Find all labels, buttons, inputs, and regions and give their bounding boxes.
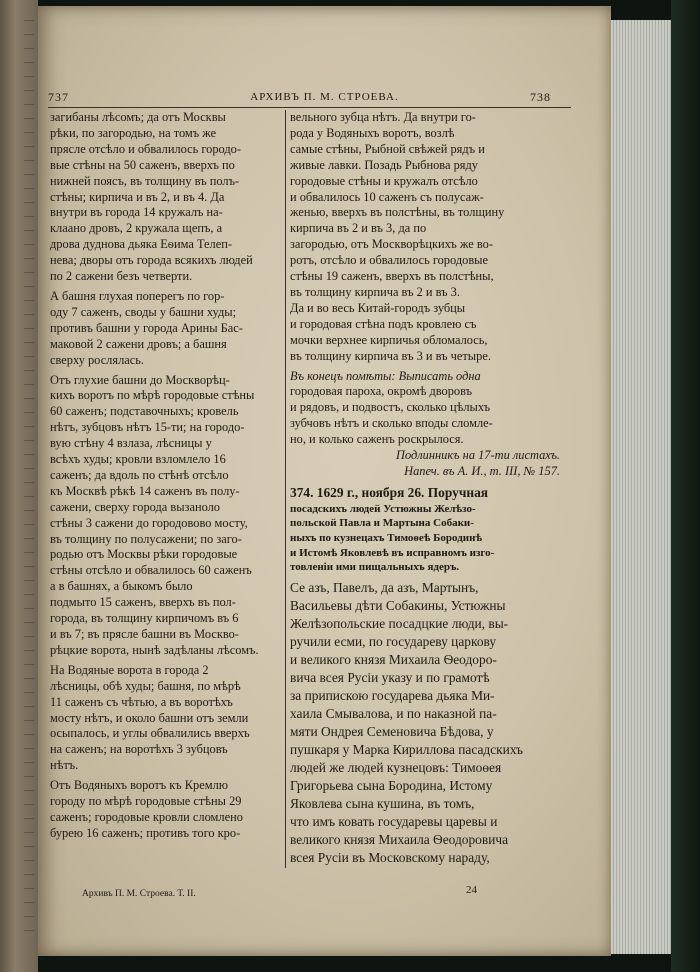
text-line: Въ конецъ помѣты: Выписать одна (290, 368, 481, 383)
text-line: Желѣзопольские посадцкие люди, вы- (290, 615, 509, 631)
text-line: 374. 1629 г., ноября 26. Поручная (290, 484, 489, 500)
text-line: маковой 2 сажени дровъ; а башня (50, 336, 227, 351)
text-line: и великого князя Михаила Ѳеодоро- (290, 651, 497, 667)
footer-signature: Архивъ П. М. Строева. Т. II. (82, 889, 196, 899)
text-line: нѣтъ, зубцовъ нѣтъ 15-ти; на городо- (50, 420, 245, 435)
text-line: живые лавки. Позадь Рыбнова ряду (290, 157, 478, 172)
text-line: вую стѣну 4 взлаза, лѣсницы у (50, 436, 212, 451)
text-line: Напеч. въ А. И., т. III, № 157. (404, 463, 560, 478)
text-line: дрова дуднова дьяка Еѳима Телеп- (50, 237, 232, 252)
text-line: всея Русіи въ Московскому нараду, (290, 849, 490, 865)
text-line: рѣки, по загородью, на томъ же (50, 125, 217, 140)
page-number-left: 737 (48, 90, 69, 104)
adjacent-page-edge (0, 0, 38, 972)
text-line: Се азъ, Павелъ, да азъ, Мартынъ, (290, 579, 479, 595)
text-line: Васильевы дѣти Собакины, Устюжны (290, 597, 506, 613)
text-line: мяти Ондрея Семеновича Бѣдова, у (290, 723, 494, 739)
text-line: городу по мѣрѣ городовые стѣны 29 (50, 794, 242, 809)
text-line: Да и во весь Китай-городъ зубцы (290, 300, 466, 315)
text-line: пушкаря у Марка Кириллова пасадскихъ (290, 741, 523, 757)
text-line: На Водяные ворота в города 2 (50, 662, 209, 677)
text-line: городовые стѣны и кружалъ отсѣло (290, 173, 478, 188)
text-line: города, въ толщину кирпичомъ въ 6 (50, 611, 239, 626)
text-line: загородью, отъ Москворѣцкихъ же во- (290, 237, 493, 252)
text-line: городовая пароха, окромѣ дворовъ (290, 384, 473, 399)
text-line: и Истомѣ Яковлевѣ въ исправномъ изго- (290, 546, 495, 559)
text-line: вые стѣны на 50 саженъ, вверхъ по (50, 157, 235, 172)
text-line: противъ башни у города Арины Бас- (50, 320, 243, 335)
text-line: и городовая стѣна подъ кровлею съ (290, 316, 477, 331)
text-line: бурею 16 саженъ; противъ того кро- (50, 825, 241, 840)
text-line: рѣцкие ворота, нынѣ задѣланы лѣсомъ. (50, 642, 259, 657)
header-rule (48, 107, 571, 108)
text-line: подмыто 15 саженъ, вверхъ въ пол- (50, 595, 236, 610)
text-line: родью отъ Москвы рѣки городовые (50, 547, 238, 562)
text-line: стѣны 3 сажени до городовово мосту, (50, 515, 248, 530)
left-column (50, 110, 283, 842)
text-line: а в башнях, а быкомъ было (50, 579, 193, 594)
text-line: и обвалилось 10 саженъ съ полусаж- (290, 189, 484, 204)
text-line: зубчовъ нѣтъ и сколько вподы сломле- (290, 416, 493, 431)
text-line: нева; дворы отъ города всякихъ людей (50, 253, 253, 268)
text-line: но, и колько саженъ роскрылося. (290, 432, 464, 447)
text-line: кирпича въ 2 и въ 3, да по (290, 221, 427, 236)
text-line: вельного зубца нѣтъ. Да внутри го- (290, 110, 476, 124)
text-line: всѣхъ худы; кровли взломлело 16 (50, 452, 226, 467)
text-line: сажени, сверху города вызаноло (50, 499, 221, 514)
text-line: на саженъ; на воротѣхъ 3 зубцовъ (50, 742, 228, 757)
text-line: что имъ ковать государевы царевы и (290, 813, 498, 829)
text-line: и въ 7; въ прясле башни въ Москво- (50, 627, 239, 641)
text-line: стѣны; кирпича и въ 2, и въ 4. Да (50, 189, 225, 204)
text-line: въ толщину кирпича въ 2 и въ 3. (290, 284, 460, 299)
text-line: саженъ; городовые кровли сломлено (50, 809, 243, 824)
text-line: 11 саженъ съ чѣтью, а въ воротѣхъ (50, 694, 233, 709)
text-line: 60 саженъ; подставочныхъ; кровель (50, 404, 239, 419)
text-line: саженъ; да вдоль по стѣнѣ отсѣло (50, 467, 229, 482)
column-divider (285, 110, 286, 868)
text-line: польской Павла и Мартына Собаки- (290, 517, 474, 530)
text-line: женью, вверхъ въ полстѣны, въ толщину (290, 205, 505, 220)
text-line: нижней поясъ, въ толщину въ полъ- (50, 173, 240, 188)
text-line: самые стѣны, Рыбной свѣжей рядъ и (290, 141, 485, 156)
book-cover (671, 0, 700, 972)
text-line: къ Москвѣ рѣкѣ 14 саженъ въ полу- (50, 483, 240, 498)
text-line: ручили есми, по государеву царкову (290, 633, 497, 649)
text-line: сверху рослялась. (50, 352, 145, 367)
text-line: въ толщину по полусажени; по заго- (50, 531, 242, 546)
text-line: товленіи ими пищальныхъ ядеръ. (290, 561, 460, 574)
text-line: внутри въ города 14 кружалъ на- (50, 205, 223, 220)
footer-sheet-number: 24 (466, 884, 477, 896)
text-line: хаила Смывалова, и по наказной па- (290, 705, 497, 721)
text-line: Яковлева сына кушина, въ томъ, (290, 795, 475, 811)
text-line: клаано дровъ, 2 кружала щепъ, а (50, 221, 223, 236)
text-line: Отъ глухие башни до Москворѣц- (50, 372, 230, 387)
text-line: великого князя Михаила Ѳеодоровича (290, 831, 509, 847)
text-line: вича всея Русіи указу и по грамотѣ (290, 669, 490, 685)
running-header (38, 90, 611, 106)
right-column (290, 110, 560, 867)
text-line: осыпалось, и углы обвалились вверхъ (50, 726, 250, 741)
text-line: посадскихъ людей Устюжны Желѣзо- (290, 502, 476, 515)
text-line: Григорьева сына Бородина, Истому (290, 777, 493, 793)
text-line: прясле отсѣло и обвалилось городо- (50, 141, 242, 156)
text-line: стѣны 19 саженъ, вверхъ въ полстѣны, (290, 269, 494, 284)
running-title: АРХИВЪ П. М. СТРОЕВА. (250, 91, 399, 103)
text-line: за припискою государева дьяка Ми- (290, 687, 495, 703)
text-line: стѣны отсѣло и обвалилось 60 саженъ (50, 563, 252, 578)
text-line: ротъ, отсѣло и обвалилось городовые (290, 253, 488, 268)
text-line: лѣсницы, обѣ худы; башня, по мѣрѣ (50, 678, 241, 693)
book-page (38, 6, 611, 956)
text-line: Подлинникъ на 17-ти листахъ. (396, 448, 560, 463)
text-line: оду 7 саженъ, своды у башни худы; (50, 304, 237, 319)
text-line: Отъ Водяныхъ воротъ къ Кремлю (50, 778, 229, 793)
page-number-right: 738 (530, 90, 551, 104)
text-line: по 2 сажени безъ четверти. (50, 269, 193, 284)
text-line: и рядовъ, и подвостъ, сколько цѣлыхъ (290, 400, 490, 415)
text-line: нѣтъ. (50, 758, 79, 773)
book-page-edges (611, 20, 671, 954)
text-line: загибаны лѣсомъ; да отъ Москвы (50, 110, 226, 124)
text-line: мосту нѣтъ, и около башни отъ земли (50, 710, 249, 725)
text-line: ныхъ по кузнецахъ Тимоѳеѣ Бородинѣ (290, 532, 483, 545)
text-line: рода у Водяныхъ воротъ, возлѣ (290, 125, 455, 140)
text-line: въ толщину кирпича въ 3 и въ четыре. (290, 348, 491, 363)
text-line: мочки верхнее кирпичья обломалось, (290, 332, 488, 347)
text-line: кихъ воротъ по мѣрѣ городовые стѣны (50, 388, 255, 403)
text-line: А башня глухая поперегъ по гор- (50, 288, 225, 303)
text-line: людей же людей кузнецовъ: Тимоѳея (290, 759, 502, 775)
